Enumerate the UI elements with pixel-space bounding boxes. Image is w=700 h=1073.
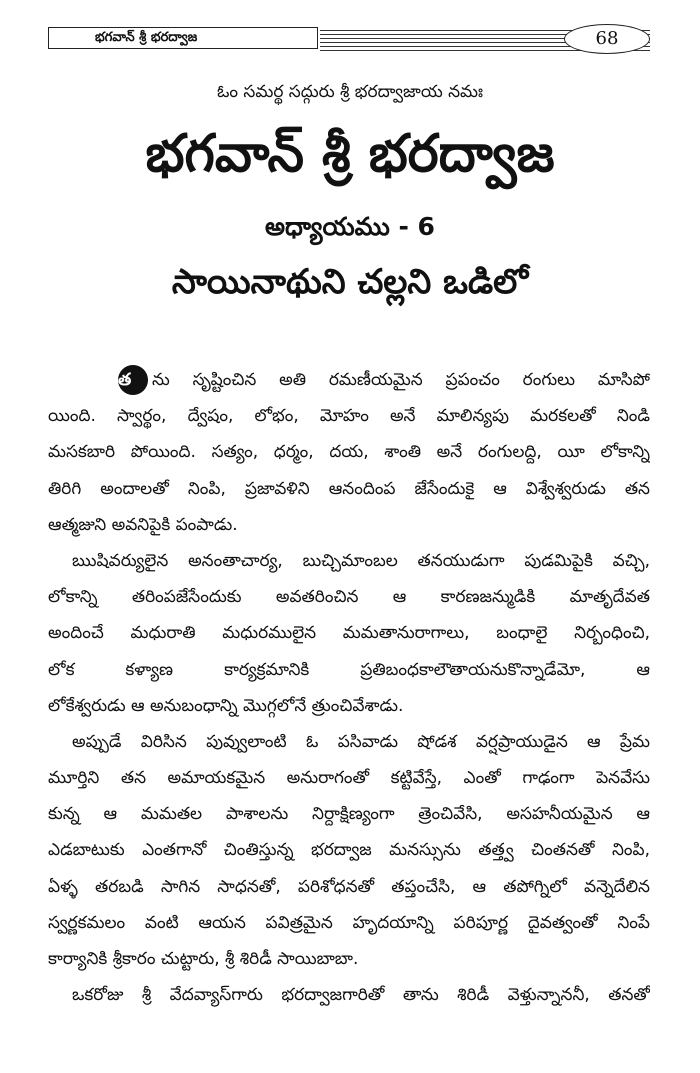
text-line: యింది. స్వార్థం, ద్వేషం, లోభం, మోహం అనే మాలిన్యపు మరకలతో నిండి bbox=[48, 406, 650, 427]
page-number: 68 bbox=[564, 24, 650, 54]
text-line: మూర్తిని తన అమాయకమైన అనురాగంతో కట్టివేస్తే, ఎంతో గాఢంగా పెనవేసు bbox=[48, 768, 650, 789]
text-line: కున్న ఆ మమతల పాశాలను నిర్దాక్షిణ్యంగా త్రెంచివేసి, అసహనీయమైన ఆ bbox=[48, 804, 650, 825]
paragraph bbox=[48, 724, 650, 977]
text-line: కార్యానికి శ్రీకారం చుట్టారు, శ్రీ శిరిడీ సాయిబాబా. bbox=[48, 949, 359, 969]
running-header-title: భగవాన్ శ్రీ భరద్వాజ bbox=[48, 27, 318, 49]
text-line: ఆత్మజుని అవనిపైకి పంపాడు. bbox=[48, 514, 238, 535]
text-line: ఏళ్ళ తరబడి సాగిన సాధనతో, పరిశోధనతో తప్తంచేసి, ఆ తపోగ్నిలో వన్నెదేలిన bbox=[48, 876, 650, 897]
text-line bbox=[48, 362, 650, 398]
drop-cap: త bbox=[118, 365, 148, 395]
text-line: మసకబారి పోయింది. సత్యం, ధర్మం, దయ, శాంతి అనే రంగులద్ది, యీ లోకాన్ని bbox=[48, 442, 650, 463]
chapter-body bbox=[48, 362, 650, 1013]
text-line: స్వర్ణకమలం వంటి ఆయన పవిత్రమైన హృదయాన్ని పరిపూర్ణ దైవత్వంతో నింపే bbox=[48, 912, 650, 933]
paragraph bbox=[48, 977, 650, 1013]
text-line: లోక కళ్యాణ కార్యక్రమానికి ప్రతిబంధకాలౌతాయనుకొన్నాడేమో, ఆ bbox=[48, 659, 650, 680]
text-line: ఎడబాటుకు ఎంతగానో చింతిస్తున్న భరద్వాజ మనస్సును తత్త్వ చింతనతో నింపి, bbox=[48, 840, 650, 861]
paragraph bbox=[48, 543, 650, 724]
text-line: లోకేశ్వరుడు ఆ అనుబంధాన్ని మొగ్గలోనే త్రుంచివేశాడు. bbox=[48, 695, 404, 716]
text-line-content: ను సృష్టించిన అతి రమణీయమైన ప్రపంచం రంగులు మాసిపో bbox=[152, 370, 650, 390]
book-title: భగవాన్ శ్రీ భరద్వాజ bbox=[145, 124, 555, 184]
text-line: ఒకరోజు శ్రీ వేదవ్యాస్‌గారు భరద్వాజగారితో తాను శిరిడీ వెళ్తున్నాననీ, తనతో bbox=[72, 985, 650, 1006]
running-header bbox=[48, 24, 660, 54]
text-line: ఋషివర్యులైన అనంతాచార్య, బుచ్చిమాంబల తనయుడుగా పుడమిపైకి వచ్చి, bbox=[72, 550, 650, 571]
chapter-title: సాయినాథుని చల్లని ఒడిలో bbox=[171, 262, 529, 302]
text-line: తిరిగి అందాలతో నింపి, ప్రజావళిని ఆనందింప జేసేందుకై ఆ విశ్వేశ్వరుడు తన bbox=[48, 478, 650, 499]
chapter-number: అధ్యాయము - 6 bbox=[265, 212, 435, 241]
paragraph bbox=[48, 362, 650, 543]
text-line: అందించే మధురాతి మధురములైన మమతానురాగాలు, బంధాలై నిర్బంధించి, bbox=[48, 623, 650, 644]
text-line: అప్పుడే విరిసిన పువ్వులాంటి ఓ పసివాడు షోడశ వర్షప్రాయుడైన ఆ ప్రేమ bbox=[72, 731, 650, 752]
text-line: లోకాన్ని తరింపజేసేందుకు అవతరించిన ఆ కారణజన్ముడికి మాతృదేవత bbox=[48, 587, 650, 608]
invocation-line: ఓం సమర్థ సద్గురు శ్రీ భరద్వాజాయ నమః bbox=[216, 82, 484, 102]
